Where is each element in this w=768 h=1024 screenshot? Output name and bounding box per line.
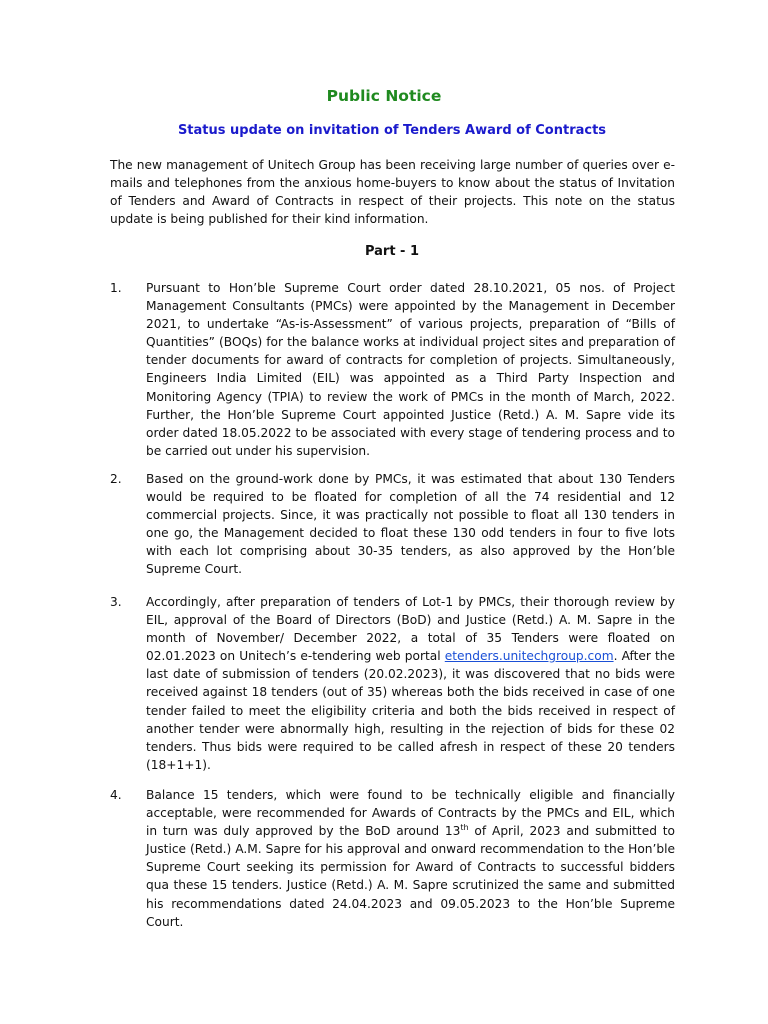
item-text-part: of April, 2023 and submitted to Justice (Retd.) A.M. Sapre for his approval and onward recommendation to the Hon’ble Supreme Court seeking its permission for Award of Contracts to successful bidders qua these 15 tenders. Justice (Retd.) A. M. Sapre scrutinized the same and submitted his recommendations dated 24.04.2023 and 09.05.2023 to the Hon’ble Supreme Court.	[146, 824, 675, 929]
intro-paragraph: The new management of Unitech Group has been receiving large number of queries over e-mails and telephones from the anxious home-buyers to know about the status of Invitation of Tenders and Award of Contracts in respect of their projects. This note on the status update is being published for their kind information.	[110, 158, 675, 227]
item-text	[146, 786, 675, 931]
etenders-link[interactable]: etenders.unitechgroup.com	[444, 649, 614, 664]
item-number: 1.	[110, 281, 122, 295]
item-number: 4.	[110, 788, 122, 802]
item-text: Pursuant to Hon’ble Supreme Court order dated 28.10.2021, 05 nos. of Project Management Consultants (PMCs) were appointed by the Management in December 2021, to undertake “As-is-Assessment” of various projects, preparation of “Bills of Quantities” (BOQs) for the balance works at individual project sites and preparation of tender documents for award of contracts for completion of projects. Simultaneously, Engineers India Limited (EIL) was appointed as a Third Party Inspection and Monitoring Agency (TPIA) to review the work of PMCs in the month of March, 2022. Further, the Hon’ble Supreme Court appointed Justice (Retd.) A. M. Sapre vide its order dated 18.05.2022 to be associated with every stage of tendering process and to be carried out under his supervision.	[146, 281, 675, 458]
part-heading: Part - 1	[364, 244, 420, 259]
item-text-part: . After the last date of submission of tenders (20.02.2023), it was discovered that no bids were received against 18 tenders (out of 35) whereas both the bids received in case of one tender failed to meet the eligibility criteria and both the bids received in respect of another tender were abnormally high, resulting in the rejection of bids for these 02 tenders. Thus bids were required to be called afresh in respect of these 20 tenders (18+1+1).	[146, 649, 675, 772]
list-item-3	[110, 593, 675, 774]
superscript: th	[460, 823, 469, 833]
item-text: Based on the ground-work done by PMCs, it was estimated that about 130 Tenders would be required to be floated for completion of all the 74 residential and 12 commercial projects. Since, it was practically not possible to float all 130 tenders in one go, the Management decided to float these 130 odd tenders in four to five lots with each lot comprising about 30-35 tenders, as also approved by the Hon’ble Supreme Court.	[146, 472, 675, 577]
item-text	[146, 593, 675, 774]
item-text-part: Balance 15 tenders, which were found to be technically eligible and financially acceptable, were recommended for Awards of Contracts by the PMCs and EIL, which in turn was duly approved by the BoD around 13	[146, 788, 675, 839]
item-number: 2.	[110, 472, 122, 486]
item-number: 3.	[110, 595, 122, 609]
list-item-1	[110, 279, 675, 460]
list-item-4	[110, 786, 675, 931]
page-title: Public Notice	[326, 87, 442, 105]
list-item-2	[110, 470, 675, 579]
item-text-part: Accordingly, after preparation of tenders of Lot-1 by PMCs, their thorough review by EIL, approval of the Board of Directors (BoD) and Justice (Retd.) A. M. Sapre in the month of November/ December 2022, a total of 35 Tenders were floated on 02.01.2023 on Unitech’s e-tendering web portal	[146, 595, 675, 664]
page-subtitle: Status update on invitation of Tenders Award of Contracts	[177, 123, 607, 138]
